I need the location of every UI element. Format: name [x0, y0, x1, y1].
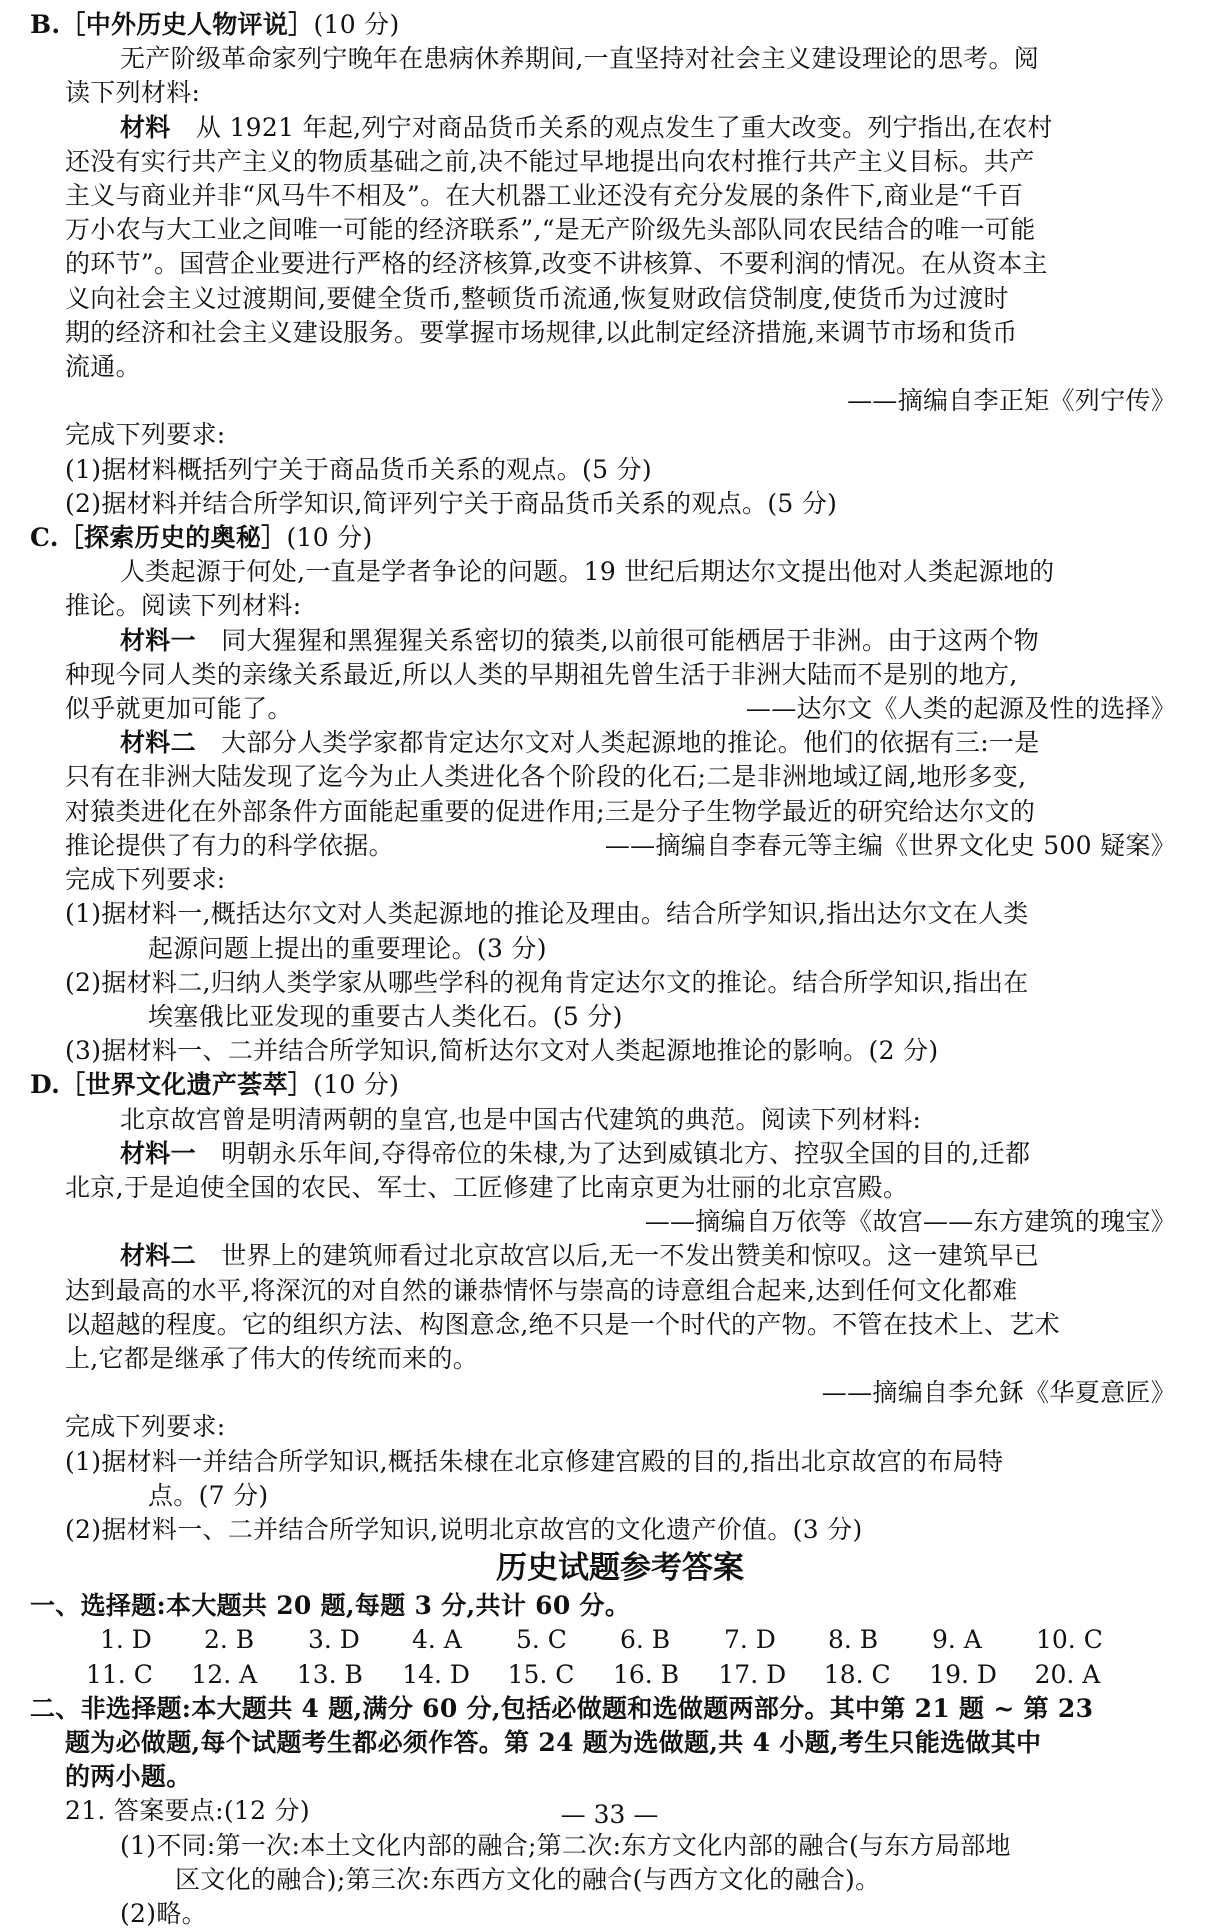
section-c-material-1-first [30, 624, 1190, 658]
section-b-material-line: 期的经济和社会主义建设服务。要掌握市场规律,以此制定经济措施,来调节市场和货币 [65, 317, 1018, 347]
section-b-material-line: 还没有实行共产主义的物质基础之前,决不能过早地提出向农村推行共产主义目标。共产 [65, 146, 1035, 176]
material-label: 材料一 [120, 1138, 196, 1168]
answer-21-part-1-cont: 区文化的融合);第三次:东西方文化的融合(与西方文化的融合)。 [175, 1864, 881, 1894]
answer-item: 1. D [100, 1625, 152, 1655]
section-c-intro-1: 人类起源于何处,一直是学者争论的问题。19 世纪后期达尔文提出他对人类起源地的 [120, 557, 1055, 587]
section-c-question-2-cont: 埃塞俄比亚发现的重要古人类化石。(5 分) [148, 1001, 623, 1031]
material-label: 材料二 [120, 1241, 196, 1271]
answer-item: 12. A [191, 1659, 258, 1689]
answer-21-part-1: (1)不同:第一次:本土文化内部的融合;第二次:东方文化内部的融合(与东方局部地 [120, 1830, 1011, 1860]
section-c-score: (10 分) [286, 523, 373, 553]
material-text: 大部分人类学家都肯定达尔文对人类起源地的推论。他们的依据有三:一是 [195, 728, 1040, 758]
section-b-intro-2: 读下列材料: [65, 78, 201, 108]
page-number: — 33 — [560, 1800, 659, 1829]
section-b-material-line: 主义与商业并非“风马牛不相及”。在大机器工业还没有充分发展的条件下,商业是“千百 [65, 181, 1024, 211]
answer-row-1 [30, 1623, 1140, 1657]
section-c-material-1-source: ——达尔文《人类的起源及性的选择》 [745, 694, 1176, 724]
section-d-requirements: 完成下列要求: [65, 1412, 226, 1442]
section-c-question-3: (3)据材料一、二并结合所学知识,简析达尔文对人类起源地推论的影响。(2 分) [65, 1036, 939, 1066]
section-b-title: B.［中外历史人物评说］ [30, 10, 314, 39]
answer-21-heading: 21. 答案要点:(12 分) [65, 1796, 310, 1826]
answer-item: 19. D [929, 1659, 997, 1689]
section-c-intro-2: 推论。阅读下列材料: [65, 591, 302, 621]
answer-item: 16. B [613, 1659, 680, 1689]
section-b-material-line: 的环节”。国营企业要进行严格的经济核算,改变不讲核算、不要利润的情况。在从资本主 [65, 249, 1048, 279]
section-c-requirements: 完成下列要求: [65, 865, 226, 895]
section-b-question-1: (1)据材料概括列宁关于商品货币关系的观点。(5 分) [65, 454, 652, 484]
answer-item: 15. C [507, 1659, 575, 1689]
answer-item: 17. D [718, 1659, 787, 1689]
section-d-question-1-cont: 点。(7 分) [148, 1480, 269, 1510]
material-label: 材料一 [120, 625, 196, 655]
answer-part-2-heading-cont: 题为必做题,每个试题考生都必须作答。第 24 题为选做题,共 4 小题,考生只能选做其中 [65, 1727, 1042, 1757]
section-c-question-1: (1)据材料一,概括达尔文对人类起源地的推论及理由。结合所学知识,指出达尔文在人类 [65, 899, 1029, 929]
section-b-material-line: 流通。 [65, 352, 141, 382]
answer-key-title: 历史试题参考答案 [496, 1550, 744, 1587]
section-d-title: D.［世界文化遗产荟萃］ [30, 1070, 314, 1100]
section-b-heading [30, 8, 1190, 42]
section-b-material-line: 义向社会主义过渡期间,要健全货币,整顿货币流通,恢复财政信贷制度,使货币为过渡时 [65, 283, 1009, 313]
section-c-question-2: (2)据材料二,归纳人类学家从哪些学科的视角肯定达尔文的推论。结合所学知识,指出在 [65, 967, 1029, 997]
answer-item: 5. C [516, 1625, 567, 1655]
material-label: 材料二 [120, 728, 196, 758]
section-c-material-2-source: ——摘编自李春元等主编《世界文化史 500 疑案》 [604, 830, 1176, 860]
section-b-question-2: (2)据材料并结合所学知识,简评列宁关于商品货币关系的观点。(5 分) [65, 488, 838, 518]
material-label: 材料 [120, 112, 171, 142]
section-d-material-2-first [30, 1239, 1190, 1273]
section-d-material-line: 上,它都是继承了伟大的传统而来的。 [65, 1343, 479, 1373]
answer-part-1-heading: 一、选择题:本大题共 20 题,每题 3 分,共计 60 分。 [30, 1591, 631, 1621]
section-c-material-2-first [30, 726, 1190, 760]
section-d-heading [30, 1068, 1190, 1102]
material-text: 世界上的建筑师看过北京故宫以后,无一不发出赞美和惊叹。这一建筑早已 [195, 1241, 1040, 1271]
answer-item: 4. A [412, 1625, 462, 1655]
section-d-score: (10 分) [313, 1070, 400, 1100]
answer-item: 11. C [86, 1659, 153, 1689]
answer-21-part-2: (2)略。 [120, 1899, 207, 1928]
section-d-material-line: 以超越的程度。它的组织方法、构图意念,绝不只是一个时代的产物。不管在技术上、艺术 [65, 1309, 1060, 1339]
answer-item: 8. B [828, 1625, 879, 1655]
section-b-material-line: 万小农与大工业之间唯一可能的经济联系”,“是无产阶级先头部队同农民结合的唯一可能 [65, 215, 1036, 245]
section-d-material-1-source: ——摘编自万依等《故宫——东方建筑的瑰宝》 [644, 1207, 1176, 1237]
material-text: 明朝永乐年间,夺得帝位的朱棣,为了达到威镇北方、控驭全国的目的,迁都 [195, 1138, 1031, 1168]
section-c-heading [30, 521, 1190, 555]
answer-item: 9. A [932, 1625, 982, 1655]
material-text: 同大猩猩和黑猩猩关系密切的猿类,以前很可能栖居于非洲。由于这两个物 [195, 625, 1040, 655]
section-b-material-first [30, 111, 1190, 145]
exam-page [30, 8, 1190, 1931]
section-c-material-line: 对猿类进化在外部条件方面能起重要的促进作用;三是分子生物学最近的研究给达尔文的 [65, 796, 1036, 826]
section-c-material-line: 种现今同人类的亲缘关系最近,所以人类的早期祖先曾生活于非洲大陆而不是别的地方, [65, 659, 1018, 689]
section-c-material-line: 只有在非洲大陆发现了迄今为止人类进化各个阶段的化石;二是非洲地域辽阔,地形多变, [65, 762, 1027, 792]
answer-item: 14. D [402, 1659, 470, 1689]
section-b-source: ——摘编自李正矩《列宁传》 [847, 386, 1176, 416]
section-c-material-2-last: 推论提供了有力的科学依据。 [65, 830, 394, 860]
section-d-intro: 北京故宫曾是明清两朝的皇宫,也是中国古代建筑的典范。阅读下列材料: [120, 1104, 922, 1134]
answer-row-2 [30, 1658, 1140, 1692]
section-b-requirements: 完成下列要求: [65, 420, 226, 450]
answer-item: 7. D [724, 1625, 776, 1655]
section-d-question-2: (2)据材料一、二并结合所学知识,说明北京故宫的文化遗产价值。(3 分) [65, 1514, 863, 1544]
section-c-question-1-cont: 起源问题上提出的重要理论。(3 分) [148, 933, 547, 963]
answer-item: 3. D [308, 1625, 360, 1655]
section-d-material-line: 北京,于是迫使全国的农民、军士、工匠修建了比南京更为壮丽的北京宫殿。 [65, 1172, 909, 1202]
answer-part-2-heading: 二、非选择题:本大题共 4 题,满分 60 分,包括必做题和选做题两部分。其中第 21 题 ~ 第 23 [30, 1693, 1094, 1723]
section-c-material-line: 似乎就更加可能了。 [65, 694, 293, 724]
section-b-intro-1: 无产阶级革命家列宁晚年在患病休养期间,一直坚持对社会主义建设理论的思考。阅 [120, 44, 1040, 74]
material-text: 从 1921 年起,列宁对商品货币关系的观点发生了重大改变。列宁指出,在农村 [170, 112, 1053, 142]
section-d-material-2-source: ——摘编自李允鉌《华夏意匠》 [821, 1378, 1176, 1408]
section-d-material-line: 达到最高的水平,将深沉的对自然的谦恭情怀与崇高的诗意组合起来,达到任何文化都难 [65, 1275, 1018, 1305]
answer-item: 20. A [1034, 1659, 1101, 1689]
answer-item: 6. B [620, 1625, 671, 1655]
answer-item: 18. C [823, 1659, 891, 1689]
answer-item: 13. B [296, 1659, 363, 1689]
answer-part-2-heading-cont: 的两小题。 [65, 1762, 192, 1792]
section-d-material-1-first [30, 1137, 1190, 1171]
section-b-score: (10 分) [313, 10, 400, 39]
answer-item: 2. B [204, 1625, 255, 1655]
section-d-question-1: (1)据材料一并结合所学知识,概括朱棣在北京修建宫殿的目的,指出北京故宫的布局特 [65, 1446, 1004, 1476]
section-c-title: C.［探索历史的奥秘］ [30, 523, 287, 553]
answer-item: 10. C [1036, 1625, 1103, 1655]
